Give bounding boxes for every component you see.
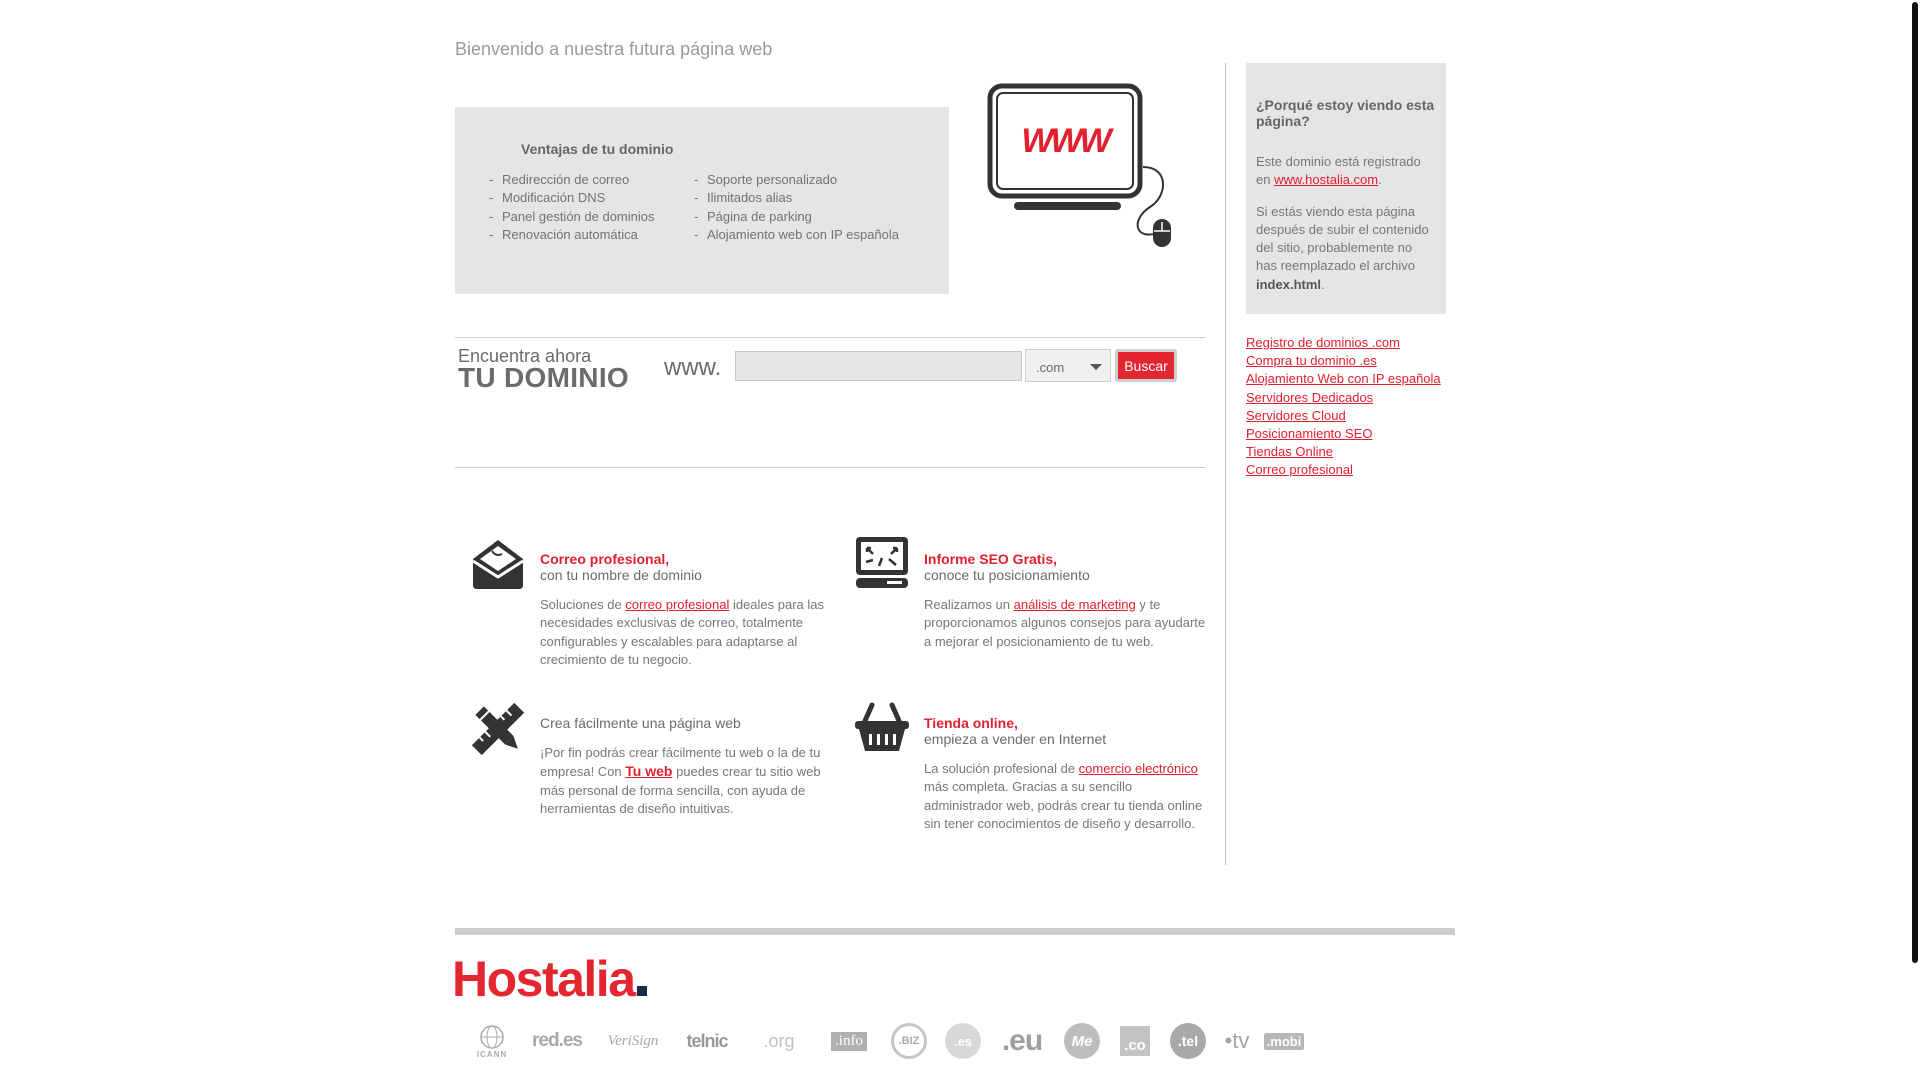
envelope-icon xyxy=(470,537,526,593)
benefit-item: - Panel gestión de dominios xyxy=(489,208,655,224)
eu-logo: .eu xyxy=(1001,1024,1043,1057)
co-logo: .co xyxy=(1109,1019,1161,1063)
feature-email-title: Correo profesional, xyxy=(540,551,670,567)
footer-divider xyxy=(455,928,1455,935)
sidebar-link-seo[interactable]: Posicionamiento SEO xyxy=(1246,426,1373,442)
page-title: Bienvenido a nuestra futura página web xyxy=(455,39,773,59)
partner-logos xyxy=(463,1018,1309,1064)
sidebar-links xyxy=(1246,334,1441,480)
pencil-ruler-icon xyxy=(470,701,526,757)
domain-search-input[interactable] xyxy=(735,351,1022,381)
column-divider xyxy=(1225,63,1226,865)
seo-monitor-icon xyxy=(854,537,910,593)
feature-store-desc: La solución profesional de comercio electrónico más completa. Gracias a su sencillo administrador web, podrás crear tu tienda online sin tener conocimientos de diseño y desarrollo. xyxy=(924,761,1203,831)
feature-store-subtitle: empieza a vender en Internet xyxy=(924,731,1107,747)
feature-email-subtitle: con tu nombre de dominio xyxy=(540,567,702,583)
tld-selected-value: .com xyxy=(1036,360,1065,375)
hostalia-logo[interactable]: Hostalia xyxy=(452,950,647,1008)
benefit-item: - Alojamiento web con IP española xyxy=(694,226,899,242)
correo-profesional-link[interactable]: correo profesional xyxy=(625,597,730,612)
hostalia-link[interactable]: www.hostalia.com xyxy=(1274,172,1379,188)
tel-logo: .tel xyxy=(1161,1019,1215,1063)
feature-seo-subtitle: conoce tu posicionamiento xyxy=(924,567,1090,583)
search-kicker: Encuentra ahora xyxy=(458,346,592,366)
analisis-marketing-link[interactable]: análisis de marketing xyxy=(1013,597,1136,612)
feature-store-title: Tienda online, xyxy=(924,715,1018,731)
chevron-down-icon xyxy=(1090,364,1102,370)
info-panel xyxy=(1246,63,1446,314)
sidebar-link-registro-com[interactable]: Registro de dominios .com xyxy=(1246,335,1400,350)
benefits-panel xyxy=(455,107,949,294)
biz-logo: .BIZ xyxy=(881,1019,937,1063)
feature-seo-title: Informe SEO Gratis, xyxy=(924,551,1058,567)
feature-web-desc: ¡Por fin podrás crear fácilmente tu web o la de tu empresa! Con Tu web puedes crear tu sitio web más personal de forma sencilla, con ayuda de herramientas de diseño intuitivas. xyxy=(540,745,821,816)
benefit-item: - Ilimitados alias xyxy=(694,190,793,206)
benefits-title: Ventajas de tu dominio xyxy=(521,141,674,157)
org-logo: .org xyxy=(763,1030,795,1051)
search-heading: TU DOMINIO xyxy=(458,362,629,393)
tu-web-link[interactable]: Tu web xyxy=(625,763,673,780)
benefit-item: - Página de parking xyxy=(694,208,812,224)
info-registered-text: Este dominio está registrado en www.hostalia.com. xyxy=(1256,154,1421,188)
icann-logo: ICANN xyxy=(463,1019,521,1063)
tld-select[interactable] xyxy=(1025,349,1111,382)
info-logo: .info xyxy=(817,1019,881,1063)
feature-seo-desc: Realizamos un análisis de marketing y te proporcionamos algunos consejos para ayudarte a mejorar el posicionamiento de tu web. xyxy=(924,597,1206,649)
benefits-list-left xyxy=(489,171,655,244)
feature-web-title: Crea fácilmente una página web xyxy=(540,715,741,731)
www-prefix: www. xyxy=(664,354,722,381)
telnic-logo: telnic xyxy=(686,1030,728,1051)
sidebar-link-servidores-cloud[interactable]: Servidores Cloud xyxy=(1246,407,1346,423)
scrollbar-thumb[interactable] xyxy=(1912,2,1918,963)
benefit-item: - Modificación DNS xyxy=(489,190,606,206)
basket-icon xyxy=(854,701,910,757)
sidebar-link-correo[interactable]: Correo profesional xyxy=(1246,462,1353,478)
svg-text:WWW: WWW xyxy=(1021,122,1109,160)
me-logo: Me xyxy=(1055,1019,1109,1063)
es-logo: .es xyxy=(937,1019,989,1063)
benefit-item: - Soporte personalizado xyxy=(694,172,838,187)
info-explanation-text: Si estás viendo esta página después de subir el contenido del sitio, probablemente no has reemplazado el archivo index.html. xyxy=(1256,203,1429,292)
sidebar-link-compra-es[interactable]: Compra tu dominio .es xyxy=(1246,353,1377,369)
feature-email-desc: Soluciones de correo profesional ideales para las necesidades exclusivas de correo, totalmente configurables y escalables para adaptarse al crecimiento de tu negocio. xyxy=(540,597,825,667)
www-monitor-icon xyxy=(985,82,1185,267)
mobi-logo: .mobi xyxy=(1259,1019,1309,1063)
search-button[interactable]: Buscar xyxy=(1115,349,1177,382)
redes-logo: red.es xyxy=(532,1030,582,1051)
info-title: ¿Porqué estoy viendo esta página? xyxy=(1256,97,1435,129)
comercio-electronico-link[interactable]: comercio electrónico xyxy=(1078,761,1198,776)
sidebar-link-alojamiento[interactable]: Alojamiento Web con IP española xyxy=(1246,371,1441,387)
sidebar-link-tiendas[interactable]: Tiendas Online xyxy=(1246,444,1333,460)
benefit-item: - Redirección de correo xyxy=(489,172,630,187)
verisign-logo: VeriSign xyxy=(607,1032,659,1049)
domain-search-section xyxy=(455,337,1205,468)
sidebar-link-servidores-dedicados[interactable]: Servidores Dedicados xyxy=(1246,389,1374,405)
logo-dot xyxy=(637,986,647,996)
benefits-list-right xyxy=(694,171,899,244)
benefit-item: - Renovación automática xyxy=(489,226,638,242)
tv-logo: •tv xyxy=(1224,1028,1250,1053)
